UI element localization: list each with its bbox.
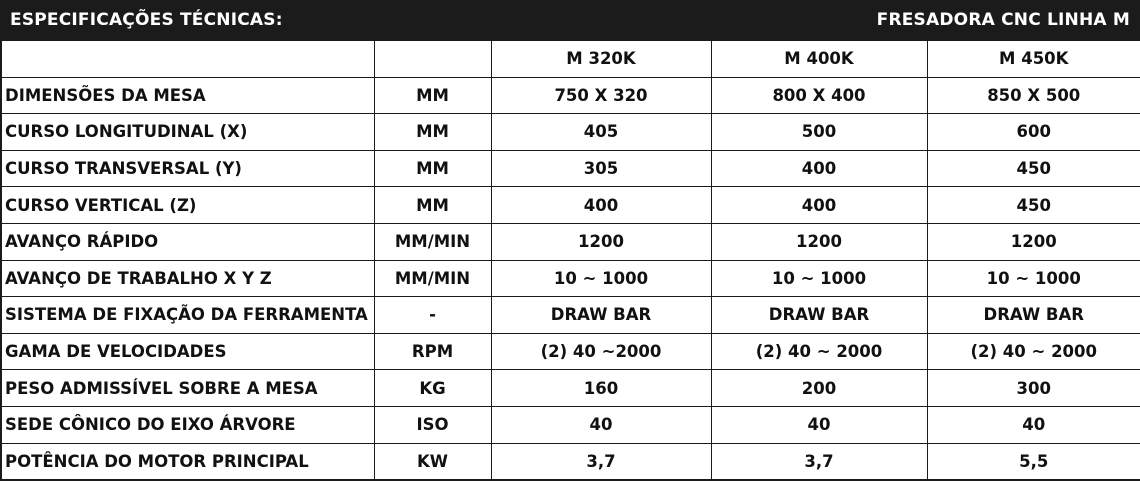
column-header-label bbox=[1, 41, 374, 78]
spec-label-cell: PESO ADMISSÍVEL SOBRE A MESA bbox=[1, 370, 374, 407]
spec-header bbox=[0, 0, 1140, 40]
spec-value-cell: 40 bbox=[927, 406, 1140, 443]
table-row bbox=[1, 406, 1140, 443]
spec-label-cell: AVANÇO DE TRABALHO X Y Z bbox=[1, 260, 374, 297]
spec-value-cell: 40 bbox=[711, 406, 927, 443]
spec-unit-cell: KG bbox=[374, 370, 491, 407]
spec-value-cell: 1200 bbox=[927, 223, 1140, 260]
spec-value-cell: 400 bbox=[711, 187, 927, 224]
spec-value-cell: 1200 bbox=[491, 223, 711, 260]
spec-unit-cell: - bbox=[374, 297, 491, 334]
column-header-m320k: M 320K bbox=[491, 41, 711, 78]
spec-value-cell: 305 bbox=[491, 150, 711, 187]
spec-label-cell: GAMA DE VELOCIDADES bbox=[1, 333, 374, 370]
spec-value-cell: 3,7 bbox=[711, 443, 927, 480]
spec-value-cell: 400 bbox=[491, 187, 711, 224]
spec-unit-cell: MM/MIN bbox=[374, 260, 491, 297]
spec-label-cell: AVANÇO RÁPIDO bbox=[1, 223, 374, 260]
spec-unit-cell: ISO bbox=[374, 406, 491, 443]
spec-value-cell: 450 bbox=[927, 150, 1140, 187]
spec-unit-cell: MM bbox=[374, 150, 491, 187]
spec-value-cell: 600 bbox=[927, 114, 1140, 151]
spec-value-cell: (2) 40 ~ 2000 bbox=[711, 333, 927, 370]
table-row bbox=[1, 77, 1140, 114]
product-line-title: FRESADORA CNC LINHA M bbox=[876, 10, 1130, 30]
spec-unit-cell: MM bbox=[374, 187, 491, 224]
table-row bbox=[1, 223, 1140, 260]
spec-label-cell: POTÊNCIA DO MOTOR PRINCIPAL bbox=[1, 443, 374, 480]
spec-table bbox=[0, 40, 1140, 481]
spec-value-cell: 750 X 320 bbox=[491, 77, 711, 114]
spec-value-cell: 40 bbox=[491, 406, 711, 443]
spec-value-cell: (2) 40 ~2000 bbox=[491, 333, 711, 370]
spec-value-cell: 10 ~ 1000 bbox=[927, 260, 1140, 297]
spec-value-cell: 200 bbox=[711, 370, 927, 407]
table-row bbox=[1, 187, 1140, 224]
column-header-m450k: M 450K bbox=[927, 41, 1140, 78]
table-header-row bbox=[1, 41, 1140, 78]
table-row bbox=[1, 260, 1140, 297]
spec-label-cell: CURSO TRANSVERSAL (Y) bbox=[1, 150, 374, 187]
spec-label-cell: DIMENSÕES DA MESA bbox=[1, 77, 374, 114]
column-header-unit bbox=[374, 41, 491, 78]
table-row bbox=[1, 114, 1140, 151]
spec-label-cell: CURSO VERTICAL (Z) bbox=[1, 187, 374, 224]
spec-unit-cell: KW bbox=[374, 443, 491, 480]
spec-value-cell: DRAW BAR bbox=[491, 297, 711, 334]
spec-unit-cell: RPM bbox=[374, 333, 491, 370]
spec-unit-cell: MM/MIN bbox=[374, 223, 491, 260]
spec-label-cell: SISTEMA DE FIXAÇÃO DA FERRAMENTA bbox=[1, 297, 374, 334]
table-row bbox=[1, 150, 1140, 187]
spec-value-cell: 160 bbox=[491, 370, 711, 407]
spec-value-cell: 450 bbox=[927, 187, 1140, 224]
spec-title: ESPECIFICAÇÕES TÉCNICAS: bbox=[10, 10, 283, 30]
spec-value-cell: 300 bbox=[927, 370, 1140, 407]
spec-value-cell: 1200 bbox=[711, 223, 927, 260]
spec-value-cell: 3,7 bbox=[491, 443, 711, 480]
table-row bbox=[1, 333, 1140, 370]
spec-value-cell: 800 X 400 bbox=[711, 77, 927, 114]
spec-value-cell: DRAW BAR bbox=[711, 297, 927, 334]
spec-value-cell: (2) 40 ~ 2000 bbox=[927, 333, 1140, 370]
spec-value-cell: 5,5 bbox=[927, 443, 1140, 480]
spec-value-cell: DRAW BAR bbox=[927, 297, 1140, 334]
spec-value-cell: 10 ~ 1000 bbox=[491, 260, 711, 297]
table-row bbox=[1, 443, 1140, 480]
spec-value-cell: 405 bbox=[491, 114, 711, 151]
spec-unit-cell: MM bbox=[374, 114, 491, 151]
spec-unit-cell: MM bbox=[374, 77, 491, 114]
spec-value-cell: 850 X 500 bbox=[927, 77, 1140, 114]
spec-label-cell: SEDE CÔNICO DO EIXO ÁRVORE bbox=[1, 406, 374, 443]
spec-value-cell: 500 bbox=[711, 114, 927, 151]
spec-label-cell: CURSO LONGITUDINAL (X) bbox=[1, 114, 374, 151]
table-row bbox=[1, 370, 1140, 407]
column-header-m400k: M 400K bbox=[711, 41, 927, 78]
spec-value-cell: 400 bbox=[711, 150, 927, 187]
spec-value-cell: 10 ~ 1000 bbox=[711, 260, 927, 297]
table-row bbox=[1, 297, 1140, 334]
